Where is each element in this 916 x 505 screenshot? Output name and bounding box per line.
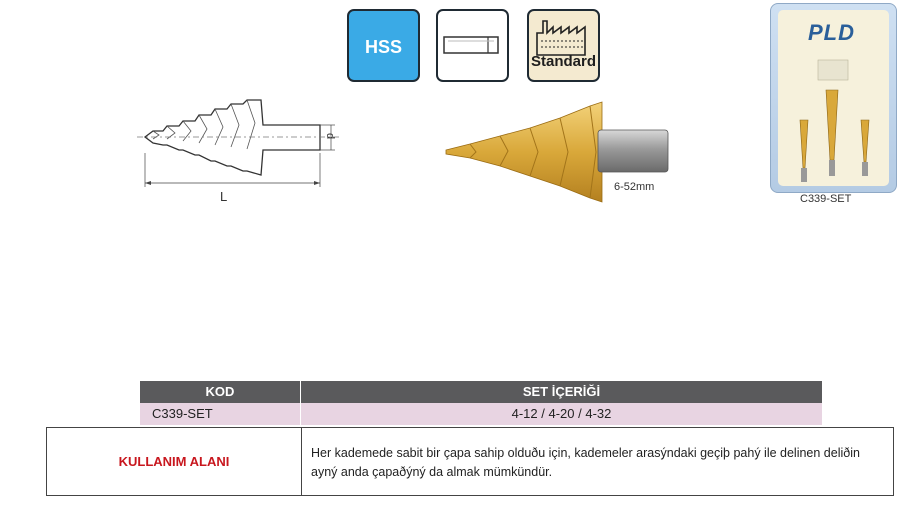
usage-area-description: Her kademede sabit bir çapa sahip olduðu için, kademeler arasýndaki geçiþ pahý ile delinen deliðin ayný anda çapaðýný da almak mümkündür. <box>311 446 860 479</box>
usage-area-box <box>46 427 894 496</box>
cylindrical-shank-icon <box>436 9 509 82</box>
standard-badge-label: Standard <box>530 53 596 70</box>
usage-area-title: KULLANIM ALANI <box>47 428 302 495</box>
table-header-contents: SET İÇERİĞİ <box>301 381 822 403</box>
hss-badge-label: HSS <box>364 37 402 57</box>
table-header-code: KOD <box>140 381 300 403</box>
step-drill-technical-drawing <box>135 95 350 195</box>
table-cell-contents: 4-12 / 4-20 / 4-32 <box>301 403 822 425</box>
standard-badge <box>527 9 600 82</box>
length-dimension-label: L <box>220 189 228 204</box>
package-caption: C339-SET <box>800 193 852 205</box>
drill-set-icon <box>778 50 889 186</box>
table-cell-code: C339-SET <box>140 403 300 425</box>
brand-logo: PLD <box>808 20 855 45</box>
diameter-dimension-label: d <box>324 132 337 140</box>
shank-drawing-icon <box>438 11 507 80</box>
package-card <box>778 10 889 186</box>
hss-badge <box>347 9 420 82</box>
diameter-range-label: 6-52mm <box>614 181 655 193</box>
product-package-image <box>770 3 897 193</box>
